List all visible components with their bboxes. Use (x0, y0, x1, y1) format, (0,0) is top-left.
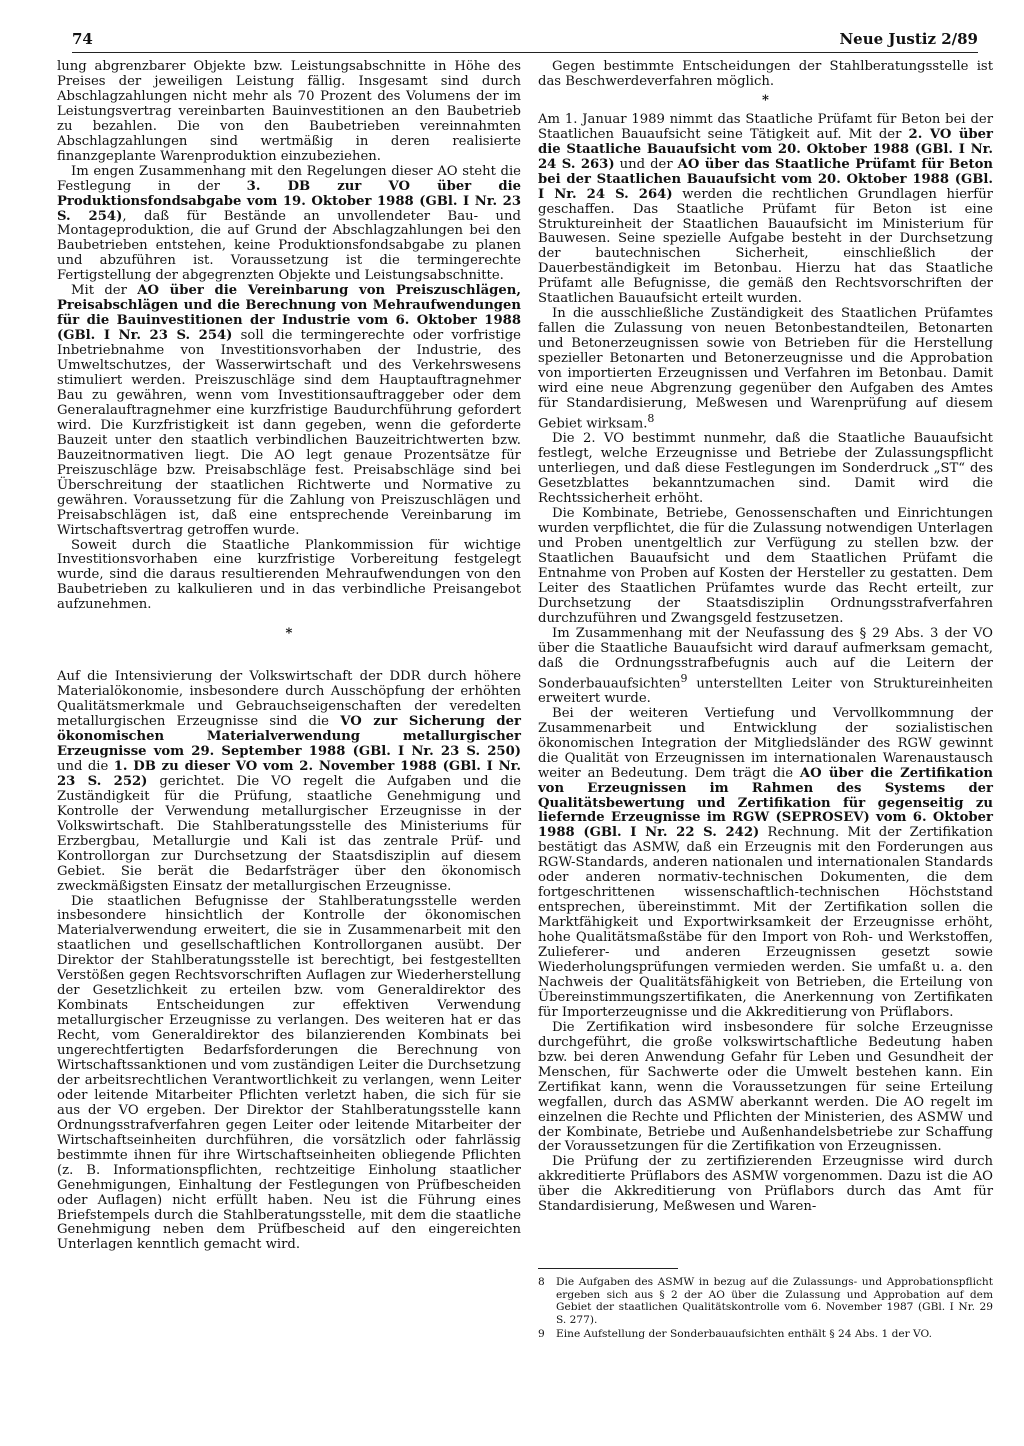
regulation-reference: AO über das Staatliche Prüfamt für Beton bei der Staatlichen Bauaufsicht vom 20. Oktober 1988 (GBl. I Nr. 24 S. 264) (538, 156, 993, 202)
regulation-reference: VO zur Sicherung der ökonomischen Materialverwendung metallurgischer Erzeugnisse vom 29. September 1988 (GBl. I Nr. 23 S. 250) (57, 714, 521, 759)
left-paragraph-3: Mit der AO über die Vereinbarung von Preiszuschlägen, Preisabschlägen und die Berechnung von Mehraufwendungen für die Bauinvestitionen der Industrie vom 6. Oktober 1988 (GBl. I Nr. 23 S. 254) soll die termingerechte oder vorfristige Inbetriebnahme von Investitionsvorhaben der Industrie, des Umweltschutzes, der Wasserwirtschaft und des Verkehrswesens stimuliert werden. Preiszuschläge sind dem Hauptauftragnehmer Bau zu gewähren, wenn vom Investitionsauftraggeber oder dem Generalauftragnehmer eine kurzfristige Baudurchführung gefordert wird. Die Kurzfristigkeit ist dann gegeben, wenn die geforderte Bauzeit unter den staatlich verbindlichen Bauzeitrichtwerten bzw. Bauzeitnormativen liegt. Die AO legt genaue Prozentsätze für Preiszuschläge bzw. Preisabschläge fest. Preisabschläge sind bei Überschreitung der staatlichen Richtwerte und Normative zu gewähren. Voraussetzung für die Zahlung von Preiszuschlägen und Preisabschlägen ist, daß eine entsprechende Vereinbarung im Wirtschaftsvertrag getroffen wurde. (57, 283, 521, 538)
footnote-marker: 8 (647, 411, 655, 425)
regulation-reference: 3. DB zur VO über die Produktionsfondsabgabe vom 19. Oktober 1988 (GBl. I Nr. 23 S. 254) (57, 178, 521, 224)
journal-title: Neue Justiz 2/89 (839, 30, 978, 48)
right-paragraph-9: Die Prüfung der zu zertifizierenden Erzeugnisse wird durch akkreditierte Prüflabors des ASMW vorgenommen. Dazu ist die AO über die Akkreditierung von Prüflabors durch das Amt für Standardisierung, Meßwesen und Waren- (538, 1154, 993, 1215)
footnote-divider (538, 1268, 678, 1269)
left-paragraph-6: Die staatlichen Befugnisse der Stahlberatungsstelle werden insbesondere hinsichtlich der Kontrolle der ökonomischen Materialverwendung erweitert, die sie in Zusammenarbeit mit den staatlichen und gesellschaftlichen Kontrollorganen ausübt. Der Direktor der Stahlberatungsstelle ist berechtigt, bei festgestellten Verstößen gegen Rechtsvorschriften Auflagen zur Wiederherstellung der Gesetzlichkeit zu erteilen bzw. vom Generaldirektor des Kombinats Entscheidungen zur effektiven Verwendung metallurgischer Erzeugnisse zu verlangen. Des weiteren hat er das Recht, vom Generaldirektor des bilanzierenden Kombinats bei ungerechtfertigten Bedarfsforderungen die Berechnung von Wirtschaftssanktionen und vom zuständigen Leiter die Durchsetzung der arbeitsrechtlichen Verantwortlichkeit zu verlangen, wenn Leiter oder leitende Mitarbeiter Pflichten verletzt haben, die sich für sie aus der VO ergeben. Der Direktor der Stahlberatungsstelle kann Ordnungsstrafverfahren gegen Leiter oder leitende Mitarbeiter der Wirtschaftseinheiten durchführen, die vorsätzlich oder fahrlässig bestimmte ihnen für ihre Wirtschaftseinheiten obliegende Pflichten (z. B. Informationspflichten, rechtzeitige Einholung staatlicher Genehmigungen, Einhaltung der Festlegungen von Prüfbescheiden oder Auflagen) nicht erfüllt haben. Neu ist die Führung eines Briefstempels durch die Stahlberatungsstelle, mit dem die staatliche Genehmigung neben dem Prüfbescheid auf den eingereichten Unterlagen kenntlich gemacht wird. (57, 893, 521, 1253)
right-paragraph-7: Bei der weiteren Vertiefung und Vervollkommnung der Zusammenarbeit und Entwicklung der sozialistischen ökonomischen Integration der Mitgliedsländer des RGW gewinnt die Qualität von Erzeugnissen im internationalen Warenaustausch weiter an Bedeutung. Dem trägt die AO über die Zertifikation von Erzeugnissen im Rahmen des Systems der Qualitätsbewertung und Zertifikation für gegenseitig zu liefernde Erzeugnisse im RGW (SEPROSEV) vom 6. Oktober 1988 (GBl. I Nr. 22 S. 242) Rechnung. Mit der Zertifikation bestätigt das ASMW, daß ein Erzeugnis mit den Forderungen aus RGW-Standards, anderen nationalen und internationalen Standards oder anderen normativ-technischen Dokumenten, die dem fortgeschrittenen wissenschaftlich-technischen Höchststand entsprechen, übereinstimmt. Mit der Zertifikation sollen die Marktfähigkeit und Exportwirksamkeit der Erzeugnisse erhöht, hohe Qualitätsmaßstäbe für den Import von Roh- und Werkstoffen, Zulieferer- und anderen Erzeugnissen gesetzt sowie Wiederholungsprüfungen vermieden werden. Sie umfaßt u. a. den Nachweis der Qualitätsfähigkeit von Betrieben, die Erteilung von Übereinstimmungszertifikaten, die Anerkennung von Zertifikaten für Importerzeugnisse und die Akkreditierung von Prüflabors. (538, 705, 993, 1020)
right-paragraph-1: Gegen bestimmte Entscheidungen der Stahlberatungsstelle ist das Beschwerdeverfahren möglich. (538, 59, 993, 89)
regulation-reference: AO über die Zertifikation von Erzeugnissen im Rahmen des Systems der Qualitätsbewertung und Zertifikation für gegenseitig zu liefernde Erzeugnisse im RGW (SEPROSEV) vom 6. Oktober 1988 (GBl. I Nr. 22 S. 242) (538, 765, 993, 841)
right-paragraph-6: Im Zusammenhang mit der Neufassung des § 29 Abs. 3 der VO über die Staatliche Bauaufsicht wird darauf aufmerksam gemacht, daß die Ordnungsstrafbefugnis auch auf die Leitern der Sonderbauaufsichten$^9$ unterstellten Leiter von Struktureinheiten erweitert wurde. (538, 625, 993, 706)
section-separator: * (285, 626, 293, 642)
left-paragraph-5: Auf die Intensivierung der Volkswirtschaft der DDR durch höhere Materialökonomie, insbesondere durch Ausschöpfung der erhöhten Qualitätsmerkmale und Gebrauchseigenschaften der veredelten metallurgischen Erzeugnisse sind die VO zur Sicherung der ökonomischen Materialverwendung metallurgischer Erzeugnisse vom 29. September 1988 (GBl. I Nr. 23 S. 250) und die 1. DB zu dieser VO vom 2. November 1988 (GBl. I Nr. 23 S. 252) gerichtet. Die VO regelt die Aufgaben und die Zuständigkeit für die Prüfung, staatliche Genehmigung und Kontrolle der Verwendung metallurgischer Erzeugnisse in der Volkswirtschaft. Die Stahlberatungsstelle des Ministeriums für Erzbergbau, Metallurgie und Kali ist das zentrale Prüf- und Kontrollorgan zur Durchsetzung der Staatsdisziplin auf diesem Gebiet. Sie berät die Bedarfsträger über den ökonomisch zweckmäßigsten Einsatz der metallurgischen Erzeugnisse. (57, 669, 521, 894)
footnote-marker: 9 (680, 671, 688, 685)
right-paragraph-3: In die ausschließliche Zuständigkeit des Staatlichen Prüfamtes fallen die Zulassung von neuen Betonbestandteilen, Betonarten und Betonerzeugnissen sowie von Betrieben für die Herstellung spezieller Betonarten und Betonerzeugnisse und die Approbation von importierten Erzeugnissen und Verfahren im Betonbau. Damit wird eine neue Abgrenzung gegenüber den Aufgaben des Amtes für Standardisierung, Meßwesen und Warenprüfung auf diesem Gebiet wirksam.$^8$ (538, 306, 993, 432)
left-paragraph-4: Soweit durch die Staatliche Plankommission für wichtige Investitionsvorhaben eine kurzfristige Vorbereitung festgelegt wurde, sind die daraus resultierenden Mehraufwendungen von den Baubetrieben zu kalkulieren und in das verbindliche Preisangebot aufzunehmen. (57, 537, 521, 613)
footnote-text: Eine Aufstellung der Sonderbauaufsichten enthält § 24 Abs. 1 der VO. (556, 1328, 932, 1341)
footnote (538, 1328, 993, 1341)
regulation-reference: 1. DB zu dieser VO vom 2. November 1988 (GBl. I Nr. 23 S. 252) (57, 758, 521, 789)
left-column (57, 60, 521, 1253)
regulation-reference: 2. VO über die Staatliche Bauaufsicht vom 20. Oktober 1988 (GBl. I Nr. 24 S. 263) (538, 126, 993, 172)
right-column (538, 60, 993, 1215)
left-paragraph-1: lung abgrenzbarer Objekte bzw. Leistungsabschnitte in Höhe des Preises der jeweiligen Leistung fällig. Insgesamt sind durch Abschlagzahlungen nicht mehr als 70 Prozent des Volumens der im Leistungsvertrag vereinbarten Bauinvestitionen an den Baubetrieb zu bezahlen. Die von den Baubetrieben vereinnahmten Abschlagzahlungen sind wertmäßig in deren realisierte finanzgeplante Warenproduktion einzubeziehen. (57, 59, 521, 164)
right-paragraph-5: Die Kombinate, Betriebe, Genossenschaften und Einrichtungen wurden verpflichtet, die für die Zulassung notwendigen Unterlagen und Proben unentgeltlich zur Verfügung zu stellen bzw. der Staatlichen Bauaufsicht und dem Staatlichen Prüfamt die Entnahme von Proben auf Kosten der Hersteller zu gestatten. Dem Leiter des Staatlichen Prüfamtes wurde das Recht erteilt, zur Durchsetzung der Staatsdisziplin Ordnungsstrafverfahren durchzuführen und Zwangsgeld festzusetzen. (538, 506, 993, 626)
running-header (72, 30, 978, 53)
footnotes (538, 1276, 993, 1343)
left-paragraph-2: Im engen Zusammenhang mit den Regelungen dieser AO steht die Festlegung in der 3. DB zur VO über die Produktionsfondsabgabe vom 19. Oktober 1988 (GBl. I Nr. 23 S. 254), daß für Bestände an unvollendeter Bau- und Montageproduktion, die auf Grund der Abschlagzahlungen bei den Baubetrieben entstehen, keine Produktionsfondsabgabe zu planen und abzuführen ist. Voraussetzung ist die termingerechte Fertigstellung der abgegrenzten Objekte und Leistungsabschnitte. (57, 163, 521, 284)
footnote (538, 1276, 993, 1326)
footnote-text: Die Aufgaben des ASMW in bezug auf die Zulassungs- und Approbationspflicht ergeben sich aus § 2 der AO über die Zulassung und Approbation auf dem Gebiet der staatlichen Qualitätskontrolle vom 6. November 1987 (GBl. I Nr. 29 S. 277). (556, 1276, 993, 1326)
right-paragraph-4: Die 2. VO bestimmt nunmehr, daß die Staatliche Bauaufsicht festlegt, welche Erzeugnisse und Betriebe der Zulassungspflicht unterliegen, und daß diese Festlegungen im Sonderdruck „ST“ des Gesetzblattes bekanntzumachen sind. Damit wird die Rechtssicherheit erhöht. (538, 431, 993, 507)
right-paragraph-8: Die Zertifikation wird insbesondere für solche Erzeugnisse durchgeführt, die große volkswirtschaftliche Bedeutung haben bzw. bei deren Anwendung Gefahr für Leben und Gesundheit der Menschen, für Sachwerte oder die Umwelt bestehen kann. Ein Zertifikat kann, wenn die Voraussetzungen für seine Erteilung wegfallen, durch das ASMW aberkannt werden. Die AO regelt im einzelnen die Rechte und Pflichten der Ministerien, des ASMW und der Kombinate, Betriebe und Außenhandelsbetriebe zur Schaffung der Voraussetzungen für die Zertifikation von Erzeugnissen. (538, 1019, 993, 1155)
footnote-number: 9 (538, 1328, 545, 1341)
page-number: 74 (72, 30, 93, 48)
section-separator: * (762, 92, 769, 108)
right-paragraph-2: Am 1. Januar 1989 nimmt das Staatliche Prüfamt für Beton bei der Staatlichen Bauaufsicht seine Tätigkeit auf. Mit der 2. VO über die Staatliche Bauaufsicht vom 20. Oktober 1988 (GBl. I Nr. 24 S. 263) und der AO über das Staatliche Prüfamt für Beton bei der Staatlichen Bauaufsicht vom 20. Oktober 1988 (GBl. I Nr. 24 S. 264) werden die rechtlichen Grundlagen hierfür geschaffen. Das Staatliche Prüfamt für Beton ist eine Struktureinheit der Staatlichen Bauaufsicht im Ministerium für Bauwesen. Seine spezielle Aufgabe besteht in der Durchsetzung der bautechnischen Sicherheit, einschließlich der Dauerbeständigkeit im Betonbau. Hierzu hat das Staatliche Prüfamt alle Befugnisse, die gemäß den Rechtsvorschriften der Staatlichen Bauaufsicht erteilt wurden. (538, 111, 993, 307)
regulation-reference: AO über die Vereinbarung von Preiszuschlägen, Preisabschlägen und die Berechnung von Mehraufwendungen für die Bauinvestitionen der Industrie vom 6. Oktober 1988 (GBl. I Nr. 23 S. 254) (57, 283, 521, 344)
footnote-number: 8 (538, 1276, 545, 1288)
